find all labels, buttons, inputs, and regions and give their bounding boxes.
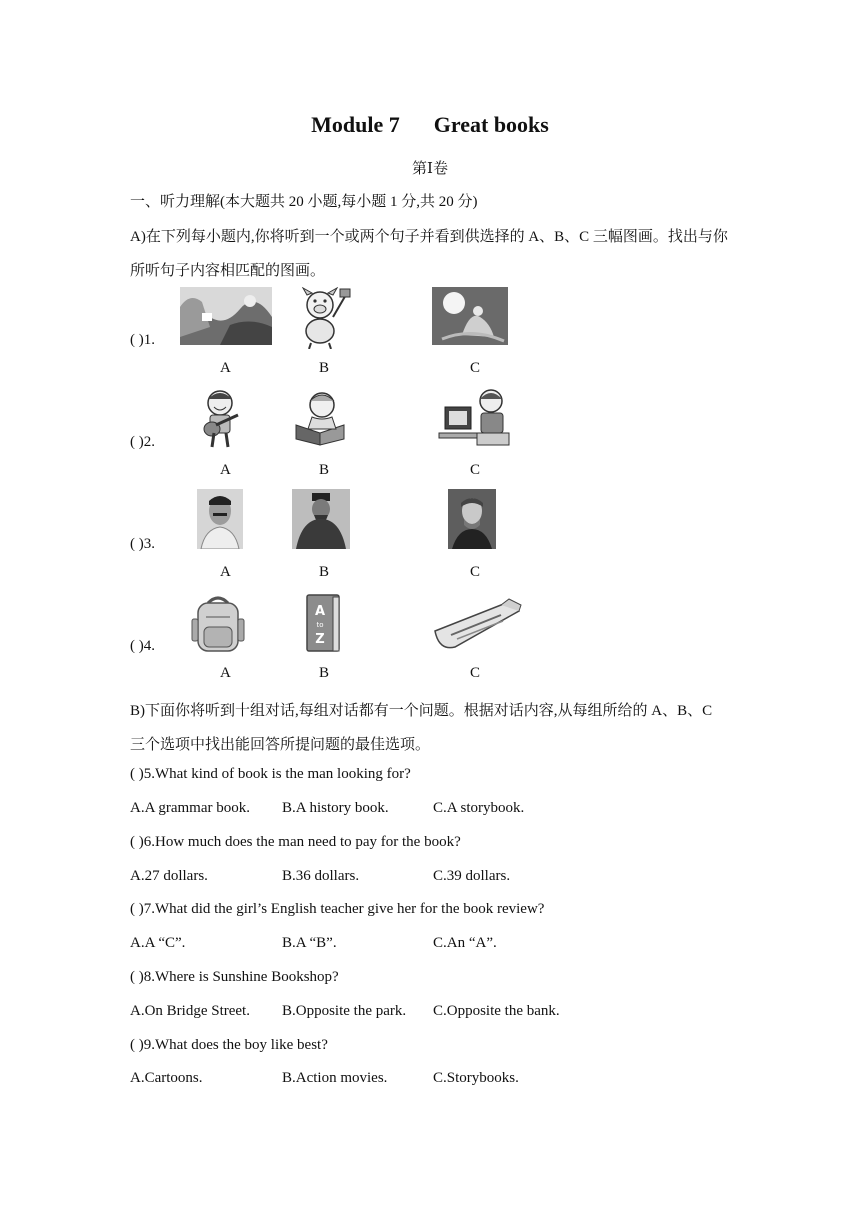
section-heading: 一、听力理解(本大题共 20 小题,每小题 1 分,共 20 分) [130, 194, 478, 210]
option-b: B.A history book. [282, 800, 389, 816]
landscape-painting-icon [180, 287, 272, 345]
question-6: ( )6.How much does the man need to pay for the book? [130, 834, 461, 850]
option-c: C.Storybooks. [433, 1070, 519, 1086]
boy-reading-icon [290, 387, 350, 447]
question-3-label: ( )3. [130, 536, 155, 552]
option-label: A [220, 360, 231, 376]
page-title [0, 112, 860, 138]
option-a: A.On Bridge Street. [130, 1003, 250, 1019]
backpack-icon [190, 593, 246, 655]
option-a: A.Cartoons. [130, 1070, 203, 1086]
boy-computer-icon [437, 387, 517, 447]
option-c: C.39 dollars. [433, 868, 511, 884]
svg-text:A: A [314, 604, 326, 619]
option-label: B [319, 462, 330, 478]
dictionary-icon [303, 593, 343, 655]
part-a-instruction-line2: 所听句子内容相匹配的图画。 [130, 263, 326, 279]
option-c: C.Opposite the bank. [433, 1003, 560, 1019]
part-b-instruction-line1: B)下面你将听到十组对话,每组对话都有一个问题。根据对话内容,从每组所给的 A、B、C [130, 703, 713, 719]
confucius-portrait-icon [292, 489, 350, 549]
option-a: A.27 dollars. [130, 868, 208, 884]
part-a-instruction-line1: A)在下列每小题内,你将听到一个或两个句子并看到供选择的 A、B、C 三幅图画。找出与你 [130, 229, 728, 245]
western-writer-portrait-icon [448, 489, 496, 549]
option-label: C [470, 360, 481, 376]
option-c: C.An “A”. [433, 935, 497, 951]
option-label: A [220, 665, 231, 681]
option-a: A.A grammar book. [130, 800, 250, 816]
option-label: C [470, 564, 481, 580]
volume-label: 第Ⅰ卷 [412, 161, 448, 177]
svg-text:Z: Z [315, 632, 325, 647]
module-name: Great books [433, 112, 549, 137]
option-b: B.Opposite the park. [282, 1003, 407, 1019]
question-7: ( )7.What did the girl’s English teacher give her for the book review? [130, 901, 545, 917]
option-label: A [220, 564, 231, 580]
module-number: Module 7 [311, 112, 400, 137]
question-8: ( )8.Where is Sunshine Bookshop? [130, 969, 339, 985]
option-c: C.A storybook. [433, 800, 525, 816]
pig-monk-icon [293, 287, 351, 349]
question-9: ( )9.What does the boy like best? [130, 1037, 328, 1053]
option-label: C [470, 665, 481, 681]
option-label: A [220, 462, 231, 478]
boy-guitar-icon [192, 387, 250, 449]
svg-text:to: to [316, 621, 324, 629]
option-b: B.36 dollars. [282, 868, 360, 884]
pencil-case-icon [431, 597, 523, 653]
question-2-label: ( )2. [130, 434, 155, 450]
option-b: B.Action movies. [282, 1070, 388, 1086]
option-label: C [470, 462, 481, 478]
moon-fairy-icon [432, 287, 508, 345]
question-5: ( )5.What kind of book is the man looking for? [130, 766, 411, 782]
question-4-label: ( )4. [130, 638, 155, 654]
option-label: B [319, 665, 330, 681]
option-label: B [319, 360, 330, 376]
part-b-instruction-line2: 三个选项中找出能回答所提问题的最佳选项。 [130, 737, 431, 753]
option-b: B.A “B”. [282, 935, 337, 951]
option-label: B [319, 564, 330, 580]
lu-xun-portrait-icon [197, 489, 243, 549]
option-a: A.A “C”. [130, 935, 186, 951]
question-1-label: ( )1. [130, 332, 155, 348]
